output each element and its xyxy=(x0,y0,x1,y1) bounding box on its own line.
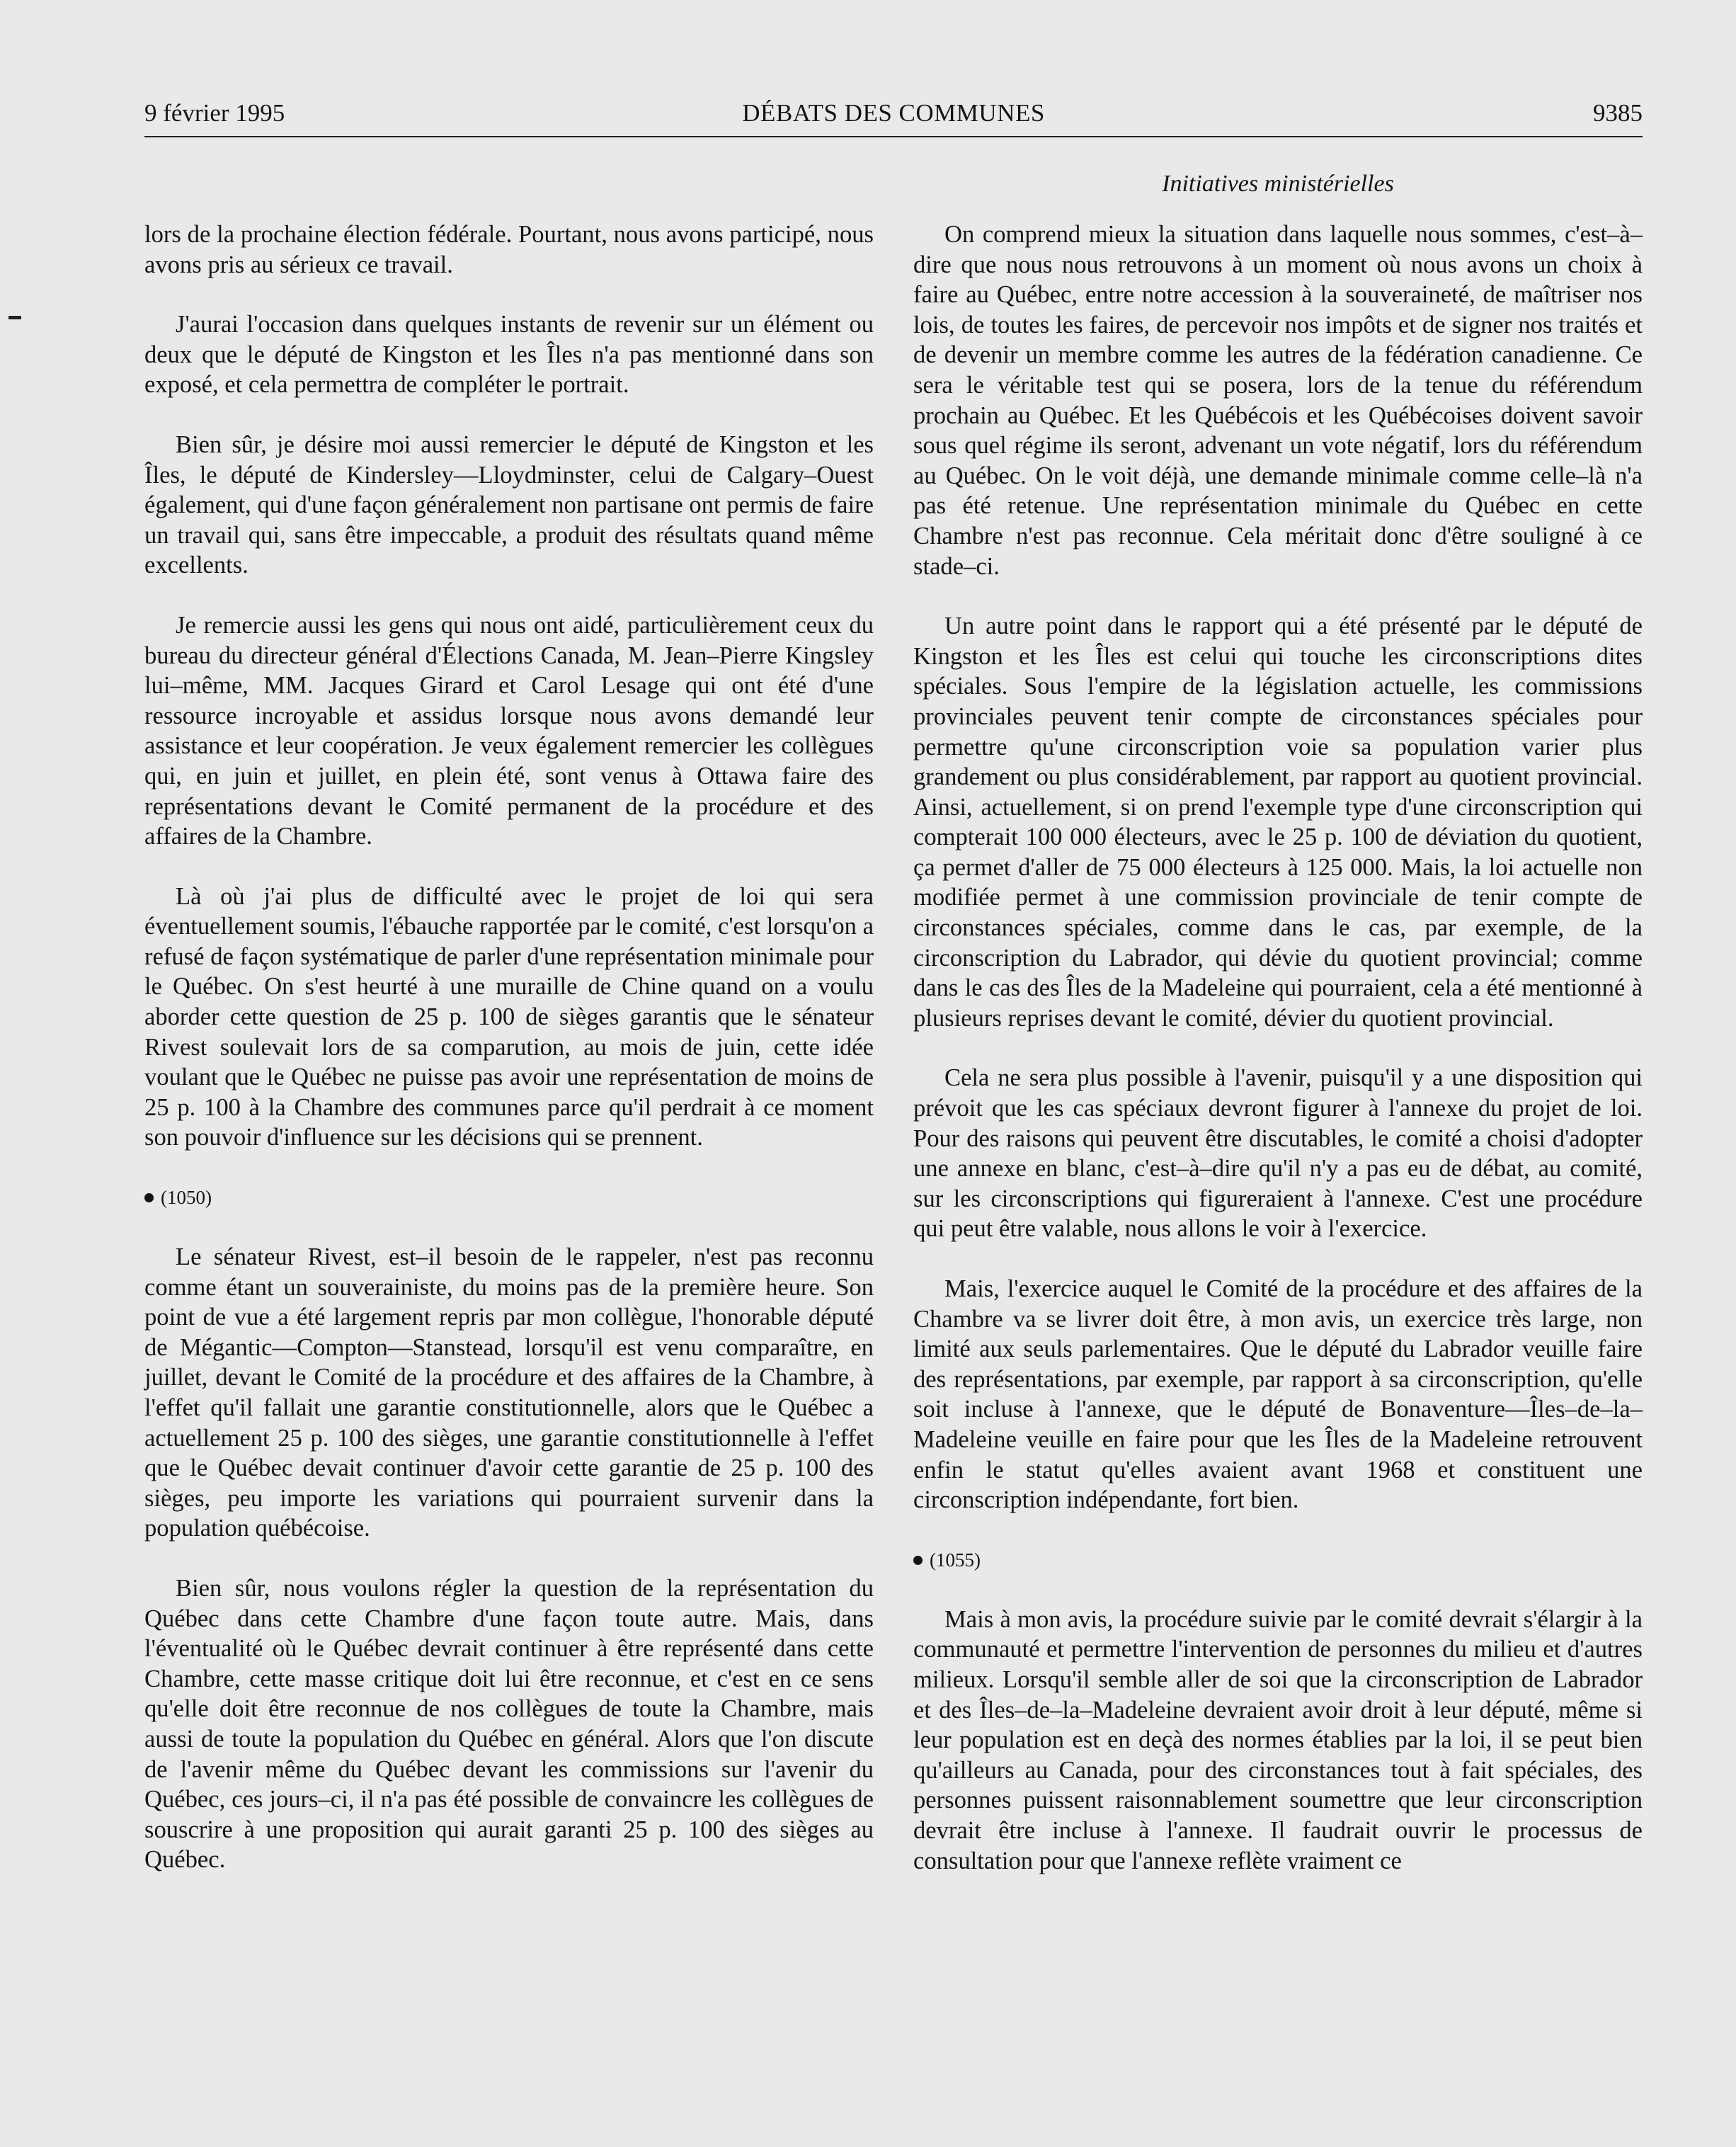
paragraph: Bien sûr, je désire moi aussi remercier le député de Kingston et les Îles, le député de Kindersley—Lloydminster, celui de Calgary–Ouest également, qui d'une façon généralement non partisane ont permis de faire un travail qui, sans être impeccable, a produit des résultats quand même excellents. xyxy=(144,431,874,579)
left-column xyxy=(144,220,874,1905)
paragraph: Un autre point dans le rapport qui a été présenté par le député de Kingston et les Îles est celui qui touche les circonscriptions dites spéciales. Sous l'empire de la législation actuelle, les commissions provinciales peuvent tenir compte de circonstances spéciales pour permettre qu'une circonscription voie sa population varier plus grandement ou plus considérablement, par rapport au quotient provincial. Ainsi, actuellement, si on prend l'exemple type d'une circonscription qui compterait 100 000 électeurs, avec le 25 p. 100 de déviation du quotient, ça permet d'aller de 75 000 électeurs à 125 000. Mais, la loi actuelle non modifiée permet à une commission provinciale de tenir compte de circonstances spéciales, comme dans le cas, par exemple, de la circonscription du Labrador, qui dévie du quotient provincial; comme dans le cas des Îles de la Madeleine qui pourraient, cela a été mentionné à plusieurs reprises devant le comité, dévier du quotient provincial. xyxy=(913,613,1643,1032)
paragraph: Mais à mon avis, la procédure suivie par le comité devrait s'élargir à la communauté et permettre l'intervention de personnes du milieu et d'autres milieux. Lorsqu'il semble aller de soi que la circonscription de Labrador et des Îles–de–la–Madeleine devraient avoir droit à leur député, même si leur population est en deçà des normes établies par la loi, il se peut bien qu'ailleurs au Canada, pour des circonstances tout à fait spéciales, des personnes puissent raisonnablement soumettre que leur circonscription devrait être incluse à l'annexe. Il faudrait ouvrir le processus de consultation pour que l'annexe reflète vraiment ce xyxy=(913,1605,1643,1874)
right-column xyxy=(913,220,1643,1906)
paragraph: Bien sûr, nous voulons régler la question de la représentation du Québec dans cette Chambre d'une façon toute autre. Mais, dans l'éventualité où le Québec devrait continuer à être représenté dans cette Chambre, cette masse critique doit lui être reconnue, et c'est en ce sens qu'elle doit être reconnue de nos collègues de toute la Chambre, mais aussi de toute la population du Québec en général. Alors que l'on discute de l'avenir même du Québec devant les commissions sur l'avenir du Québec, ces jours–ci, il n'a pas été possible de convaincre les collègues de souscrire à une proposition qui aurait garanti 25 p. 100 des sièges au Québec. xyxy=(144,1574,874,1874)
paragraph: Cela ne sera plus possible à l'avenir, puisqu'il y a une disposition qui prévoit que les cas spéciaux devront figurer à l'annexe du projet de loi. Pour des raisons qui peuvent être discutables, le comité a choisi d'adopter une annexe en blanc, c'est–à–dire qu'il n'y a pas eu de débat, au comité, sur les circonscriptions qui figureraient à l'annexe. C'est une procédure qui peut être valable, nous allons le voir à l'exercice. xyxy=(913,1064,1643,1243)
paragraph: Là où j'ai plus de difficulté avec le projet de loi qui sera éventuellement soumis, l'ébauche rapportée par le comité, c'est lorsqu'on a refusé de façon systématique de parler d'une représentation minimale pour le Québec. On s'est heurté à une muraille de Chine quand on a voulu aborder cette question de 25 p. 100 de sièges garantis que le sénateur Rivest soulevait lors de sa comparution, au mois de juin, cette idée voulant que le Québec ne puisse pas avoir une représentation de moins de 25 p. 100 à la Chambre des communes parce qu'il perdrait à ce moment son pouvoir d'influence sur les décisions qui se prennent. xyxy=(144,882,874,1151)
time-marker xyxy=(913,1545,1643,1575)
header-rule xyxy=(144,136,1643,137)
paragraph: Le sénateur Rivest, est–il besoin de le rappeler, n'est pas reconnu comme étant un souverainiste, du moins pas de la première heure. Son point de vue a été largement repris par mon collègue, l'honorable député de Mégantic—Compton—Stanstead, lorsqu'il est venu comparaître, en juillet, devant le Comité de la procédure et des affaires de la Chambre, à l'effet qu'il fallait une garantie constitutionnelle, alors que le Québec a actuellement 25 p. 100 des sièges, une garantie constitutionnelle à l'effet que le Québec devait continuer d'avoir cette garantie de 25 p. 100 des sièges, peu importe les variations qui pourraient survenir dans la population québécoise. xyxy=(144,1243,874,1542)
time-marker-label: (1050) xyxy=(161,1187,212,1209)
time-marker xyxy=(144,1183,874,1212)
header-page-number: 9385 xyxy=(1593,99,1643,127)
bullet-icon xyxy=(913,1556,923,1565)
header-title: DÉBATS DES COMMUNES xyxy=(742,99,1045,127)
section-title: Initiatives ministérielles xyxy=(1162,171,1394,197)
page-header xyxy=(144,92,1643,135)
header-date: 9 février 1995 xyxy=(144,99,285,127)
paragraph: Je remercie aussi les gens qui nous ont aidé, particulièrement ceux du bureau du directeur général d'Élections Canada, M. Jean–Pierre Kingsley lui–même, MM. Jacques Girard et Carol Lesage qui ont été d'une ressource incroyable et assidus lorsque nous avons demandé leur assistance et leur coopération. Je veux également remercier les collègues qui, en juin et juillet, en plein été, sont venus à Ottawa faire des représentations devant le Comité permanent de la procédure et des affaires de la Chambre. xyxy=(144,611,874,850)
time-marker-label: (1055) xyxy=(930,1549,981,1571)
paragraph: Mais, l'exercice auquel le Comité de la procédure et des affaires de la Chambre va se livrer doit être, à mon avis, un exercice très large, non limité aux seuls parlementaires. Que le député du Labrador veuille faire des représentations, par exemple, par rapport à sa circonscription, qu'elle soit incluse à l'annexe, que le député de Bonaventure—Îles–de–la–Madeleine veuille en faire pour que les Îles de la Madeleine retrouvent enfin le statut qu'elles avaient avant 1968 et constituent une circonscription indépendante, fort bien. xyxy=(913,1275,1643,1514)
paragraph: On comprend mieux la situation dans laquelle nous sommes, c'est–à–dire que nous nous retrouvons à un moment où nous avons un choix à faire au Québec, entre notre accession à la souveraineté, de maîtriser nos lois, de toutes les faires, de percevoir nos impôts et de signer nos traités et de devenir un membre comme les autres de la fédération canadienne. Ce sera le véritable test qui se posera, lors de la tenue du référendum prochain au Québec. Et les Québécois et les Québécoises doivent savoir sous quel régime ils seront, advenant un vote négatif, lors du référendum au Québec. On le voit déjà, une demande minimale comme celle–là n'a pas été retenue. Une représentation minimale du Québec en cette Chambre n'est pas reconnue. Cela méritait donc d'être souligné à ce stade–ci. xyxy=(913,221,1643,580)
bullet-icon xyxy=(144,1193,154,1202)
paragraph: lors de la prochaine élection fédérale. Pourtant, nous avons participé, nous avons pris au sérieux ce travail. xyxy=(144,221,874,278)
margin-mark xyxy=(8,316,21,319)
paragraph: J'aurai l'occasion dans quelques instants de revenir sur un élément ou deux que le député de Kingston et les Îles n'a pas mentionné dans son exposé, et cela permettra de compléter le portrait. xyxy=(144,311,874,399)
